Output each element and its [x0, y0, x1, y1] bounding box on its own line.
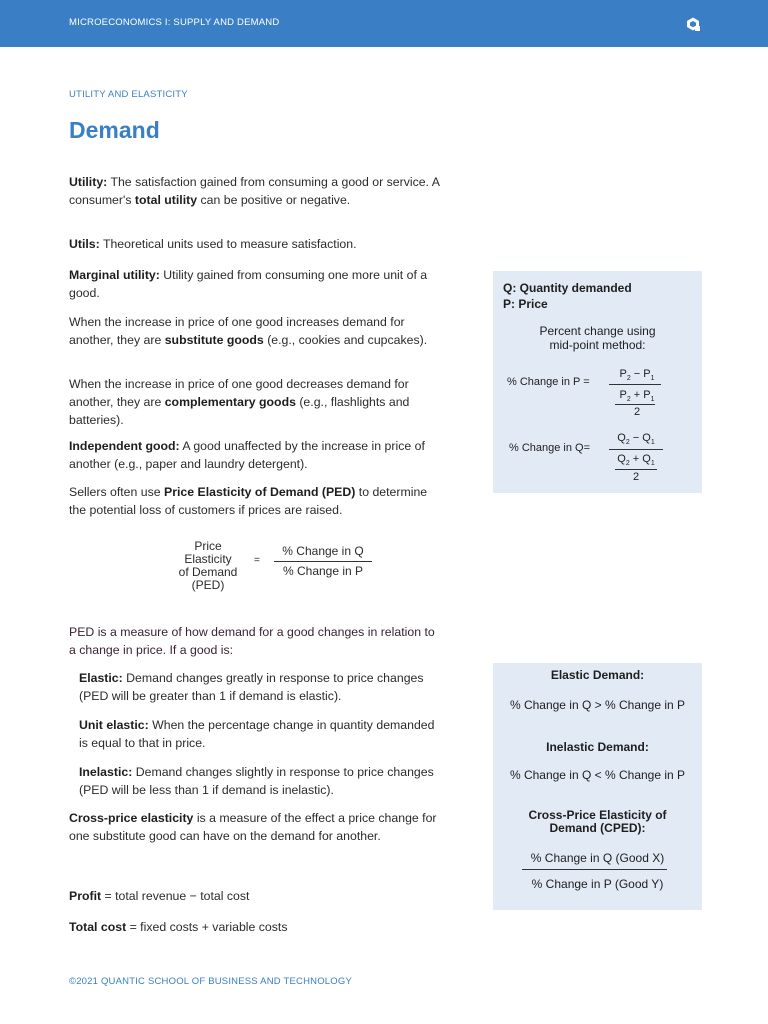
ped-intro: PED is a measure of how demand for a good changes in relation to a change in price. If a good is: — [69, 625, 435, 657]
cross-price-elasticity-definition: Cross-price elasticity is a measure of the effect a price change for one substitute good can have on the demand for another. — [69, 811, 437, 843]
q-inner-fraction-bar — [615, 469, 657, 470]
ped-numerator: % Change in Q — [282, 544, 364, 558]
elastic-demand-title: Elastic Demand: — [550, 668, 645, 682]
q-fraction-bar — [609, 449, 663, 450]
section-label: UTILITY AND ELASTICITY — [69, 89, 188, 100]
inelastic-demand-title: Inelastic Demand: — [546, 740, 649, 754]
q-fraction-sum: $Q_2 + Q_1$ — [617, 453, 655, 467]
p-fraction-two: 2 — [633, 406, 641, 418]
sellers-ped-text: Sellers often use Price Elasticity of Demand (PED) to determine the potential loss of customers if prices are raised. — [69, 485, 428, 517]
midpoint-method-box — [493, 271, 702, 493]
elastic-definition: Elastic: Demand changes greatly in response to price changes (PED will be greater than 1 if demand is elastic). — [79, 671, 424, 703]
cped-denominator: % Change in P (Good Y) — [531, 877, 664, 891]
quantic-logo-icon[interactable] — [686, 17, 700, 31]
ped-fraction-bar — [274, 561, 372, 562]
header-bar — [0, 0, 768, 47]
complementary-goods-definition: When the increase in price of one good decreases demand for another, they are complementary goods (e.g., flashlights and batteries). — [69, 377, 410, 427]
elastic-demand-relation: % Change in Q > % Change in P — [509, 698, 686, 712]
inelastic-definition: Inelastic: Demand changes slightly in response to price changes (PED will be less than 1 if demand is inelastic). — [79, 765, 434, 797]
ped-formula — [172, 540, 382, 595]
ped-equals-sign: = — [254, 555, 260, 566]
total-cost-formula: Total cost = fixed costs + variable costs — [69, 920, 288, 934]
p-fraction-bar — [609, 384, 661, 385]
ped-denominator: % Change in P — [282, 564, 364, 578]
course-title: MICROECONOMICS I: SUPPLY AND DEMAND — [69, 17, 280, 28]
substitute-goods-definition: When the increase in price of one good increases demand for another, they are substitute goods (e.g., cookies and cupcakes). — [69, 315, 428, 347]
utility-definition: Utility: The satisfaction gained from consuming a good or service. A consumer's total utility can be positive or negative. — [69, 175, 440, 207]
q-fraction-two: 2 — [632, 471, 640, 483]
marginal-utility-definition: Marginal utility: Utility gained from consuming one more unit of a good. — [69, 268, 428, 300]
elasticity-summary-box — [493, 663, 702, 910]
percent-change-q-label: % Change in Q= — [509, 442, 591, 454]
p-inner-fraction-bar — [615, 404, 655, 405]
cped-fraction-bar — [522, 869, 667, 870]
p-definition: P: Price — [503, 297, 548, 311]
p-fraction-numerator: $P_2 - P_1$ — [619, 368, 655, 382]
page-title: Demand — [69, 117, 160, 143]
q-fraction-numerator: $Q_2 - Q_1$ — [617, 432, 655, 446]
p-fraction-sum: $P_2 + P_1$ — [619, 389, 655, 403]
independent-good-definition: Independent good: A good unaffected by the increase in price of another (e.g., paper and laundry detergent). — [69, 439, 425, 471]
utils-definition: Utils: Theoretical units used to measure satisfaction. — [69, 237, 357, 251]
cped-numerator: % Change in Q (Good X) — [530, 851, 665, 865]
percent-change-p-label: % Change in P = — [507, 376, 590, 388]
profit-formula: Profit = total revenue − total cost — [69, 889, 250, 903]
inelastic-demand-relation: % Change in Q < % Change in P — [509, 768, 686, 782]
q-definition: Q: Quantity demanded — [503, 281, 632, 295]
ped-formula-label: Price Elasticity of Demand (PED) — [178, 539, 238, 592]
footer-copyright: ©2021 QUANTIC SCHOOL OF BUSINESS AND TECHNOLOGY — [69, 976, 352, 987]
midpoint-method-caption: Percent change using mid-point method: — [539, 324, 656, 352]
unit-elastic-definition: Unit elastic: When the percentage change in quantity demanded is equal to that in price. — [79, 718, 435, 750]
cped-title: Cross-Price Elasticity of Demand (CPED): — [528, 808, 667, 835]
